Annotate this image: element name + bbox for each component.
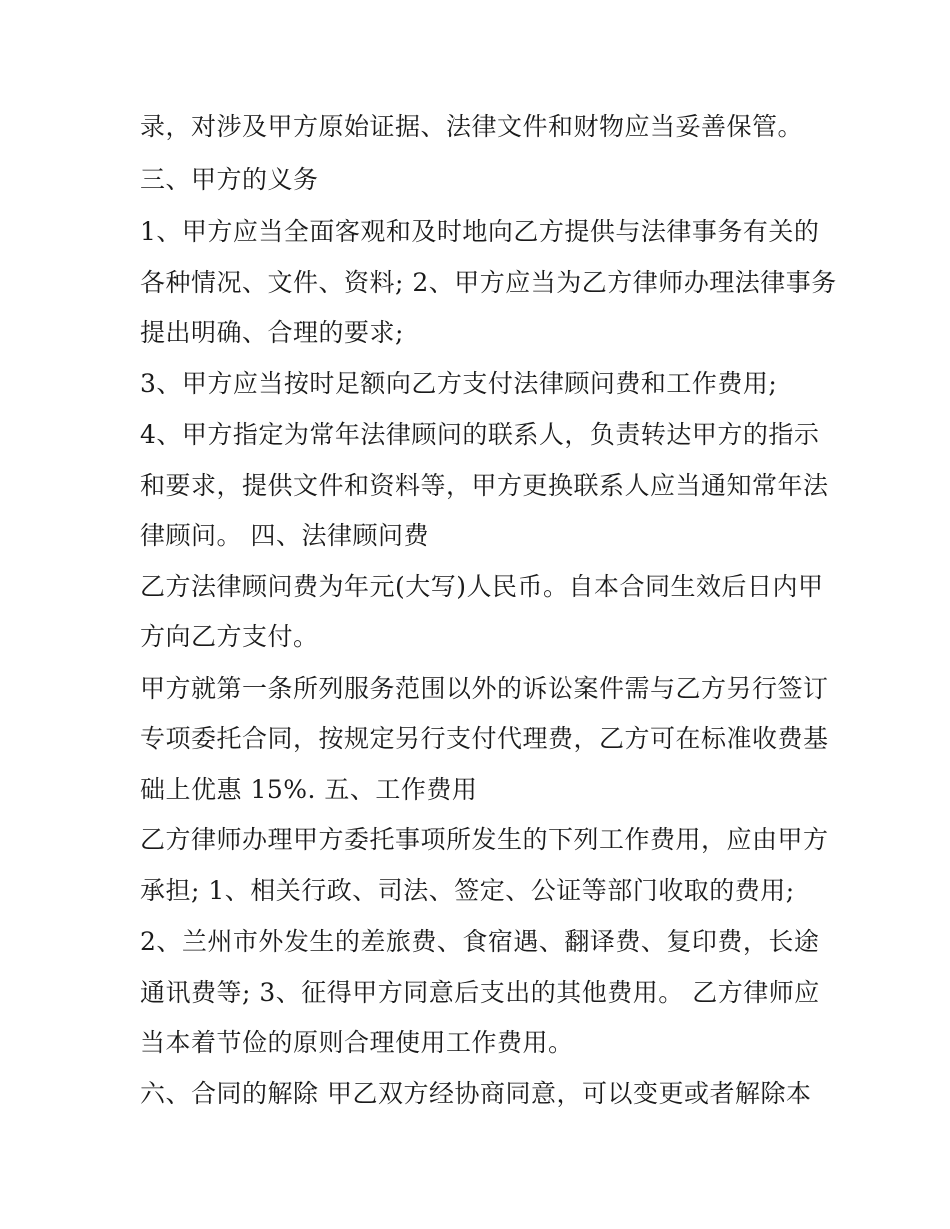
text-line: 承担; 1、相关行政、司法、签定、公证等部门收取的费用; (140, 876, 795, 905)
text-line: 和要求，提供文件和资料等，甲方更换联系人应当通知常年法 (140, 471, 829, 500)
text-line: 2、兰州市外发生的差旅费、食宿遇、翻译费、复印费，长途 (140, 927, 820, 956)
text-line: 3、甲方应当按时足额向乙方支付法律顾问费和工作费用; (140, 369, 778, 398)
section-heading: 三、甲方的义务 (140, 165, 319, 194)
text-line: 提出明确、合理的要求; (140, 318, 404, 347)
section-heading: 六、合同的解除 甲乙双方经协商同意，可以变更或者解除本 (140, 1079, 812, 1108)
text-line: 乙方律师办理甲方委托事项所发生的下列工作费用，应由甲方 (140, 825, 829, 854)
text-line: 乙方法律顾问费为年元(大写)人民币。自本合同生效后日内甲 (140, 572, 824, 601)
text-line: 1、甲方应当全面客观和及时地向乙方提供与法律事务有关的 (140, 217, 820, 246)
text-line: 甲方就第一条所列服务范围以外的诉讼案件需与乙方另行签订 (140, 674, 829, 703)
text-line: 4、甲方指定为常年法律顾问的联系人，负责转达甲方的指示 (140, 420, 820, 449)
text-line: 方向乙方支付。 (140, 622, 319, 651)
text-line: 础上优惠 15%. 五、工作费用 (140, 775, 478, 804)
text-line: 通讯费等; 3、征得甲方同意后支出的其他费用。 乙方律师应 (140, 978, 820, 1007)
text-line: 专项委托合同，按规定另行支付代理费，乙方可在标准收费基 (140, 724, 829, 753)
text-line: 录，对涉及甲方原始证据、法律文件和财物应当妥善保管。 (140, 112, 804, 141)
text-line: 各种情况、文件、资料; 2、甲方应当为乙方律师办理法律事务 (140, 268, 837, 297)
text-line: 律顾问。 四、法律顾问费 (140, 521, 429, 550)
text-line: 当本着节俭的原则合理使用工作费用。 (140, 1028, 574, 1057)
